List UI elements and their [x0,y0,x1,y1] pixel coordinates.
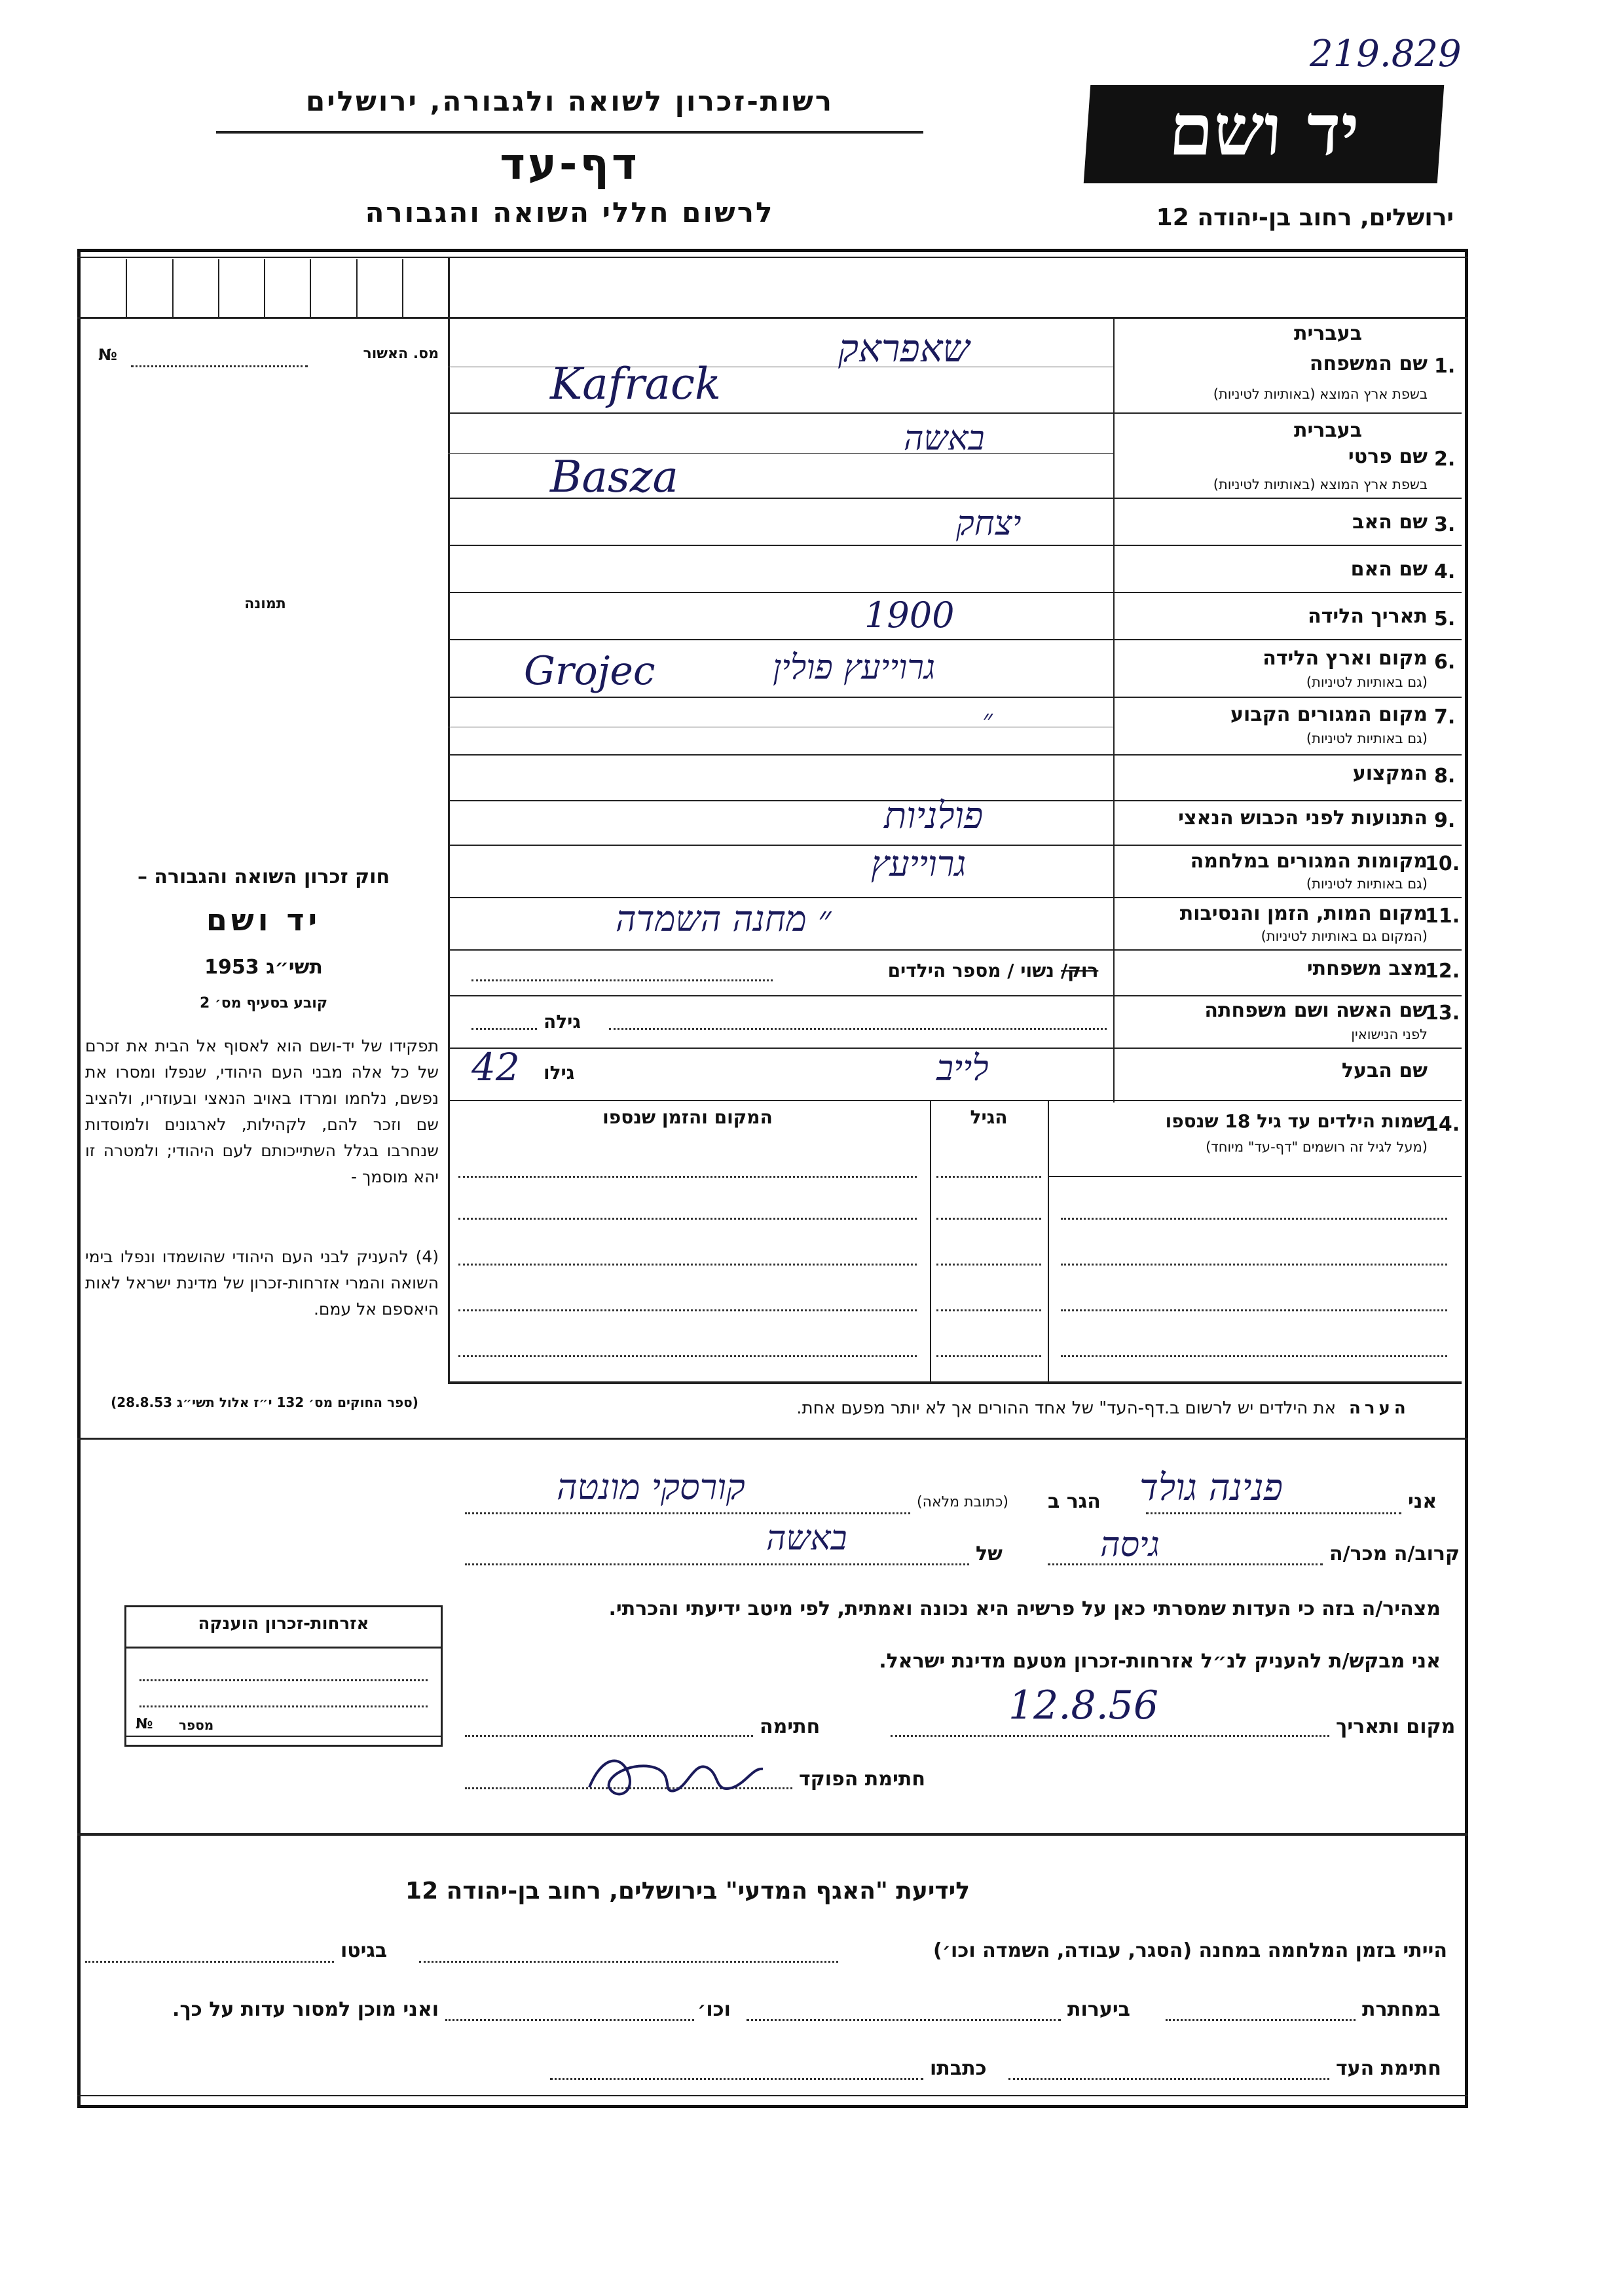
field-1-sub: בשפת ארץ המוצא (באותיות לטיניות) [1213,386,1428,402]
place-date-label: מקום ותאריך [1336,1715,1456,1738]
field-10-sub: (גם באותיות לטיניות) [1306,876,1428,892]
law-clause: קובע בסעיף מס׳ 2 [199,995,328,1011]
field-10-value: גרוייעץ [871,843,967,884]
note-text: את הילדים יש לרשום ב.דף-העד" של אחד ההורים אך לא יותר מפעם אחת. [796,1398,1336,1418]
field-11-label: מקום המות, הזמן והנסיבות [1179,902,1428,925]
bottom-line3-a: חתימת העד [1336,2057,1441,2080]
of-value: באשה [766,1519,847,1558]
frame-inner-top [77,257,1468,258]
bottom-line2-c: וכו׳ [697,1998,731,2021]
field-14-label: שמות הילדים עד גיל 18 שנספו [1165,1110,1428,1132]
citizenship-box [124,1605,443,1747]
field-2-number: 2. [1434,448,1456,471]
field-7-label: מקום המגורים הקבוע [1230,703,1428,726]
date-value: 12.8.56 [1008,1683,1159,1728]
field-7-sub: (גם באותיות לטיניות) [1306,731,1428,746]
address: ירושלים, רחוב בן-יהודה 12 [1156,204,1454,231]
signature-label: חתימה [760,1715,821,1738]
law-text-2: (4) להעניק לבני העם היהודי שהושמדו ונפלו בימי השואה והמרי אזרחות-זכרון של מדינת ישראל לאות היאספם אל עמם. [85,1247,439,1319]
field-12-options: נשוי / מספר הילדים [887,960,1054,981]
field-8-number: 8. [1434,765,1456,788]
field-6-label: מקום וארץ הלידה [1263,647,1428,670]
bottom-line1-a: הייתי בזמן המלחמה במחנה (הסגר, עבודה, השמדה וכו׳) [933,1939,1447,1962]
field-6-sub: (גם באותיות לטיניות) [1306,674,1428,690]
field-14-number: 14. [1425,1113,1460,1136]
bottom-line2-d: ואני מוכן למסור עדות על כך. [172,1998,439,2021]
bottom-title: לידיעת "האגף המדעי" בירושלים, רחוב בן-יהודה 12 [405,1878,970,1904]
field-9-value: פולניות [884,795,984,837]
field-11-sub: (המקום גם באותיות לטיניות) [1261,928,1428,944]
left-column-divider [448,257,450,1383]
law-title: חוק זכרון השואה והגבורה – [137,866,390,888]
field-7-value: ״ [982,703,993,735]
field-3-label: שם האב [1352,511,1428,534]
label-column-divider [1113,317,1115,1102]
field-6-hebrew-value: גרוייעץ פולין [773,648,936,687]
husband-label: שם הבעל [1341,1059,1428,1082]
field-12-number: 12. [1425,960,1460,983]
id-box-bottom [77,317,1468,319]
field-4-label: שם האם [1350,558,1428,581]
archive-number: 219.829 [1310,33,1462,75]
field-3-value: יצחק [956,504,1022,543]
law-source: (ספר החוקים מס׳ 132 י״ז אלול תשי״ג 28.8.53) [111,1394,418,1410]
field-11-value: ״ מחנה השמדה [616,898,832,939]
field-5-number: 5. [1434,608,1456,630]
of-label: של [976,1542,1003,1565]
bottom-line1-b: בגיטו [341,1939,388,1962]
approval-label: מס. האשור [363,346,439,362]
husband-age-label: גילו [544,1062,575,1084]
law-name: יד ושם [206,902,322,938]
form-subtitle: לרשום חללי השואה והגבורה [365,196,775,228]
field-12-label: מצב משפחתי [1306,957,1428,980]
photo-label: תמונה [244,596,286,612]
field-3-number: 3. [1434,513,1456,536]
declaration-ani: אני [1408,1490,1437,1513]
field-6-latin-value: Grojec [524,648,655,694]
field-12-struck: רוק/ [1061,960,1099,981]
logo-text: יד ושם [1166,89,1362,172]
approval-no-sign: № [98,346,117,364]
field-2-label: שם פרטי [1348,445,1428,468]
declaration-address-hint: (כתובת מלאה) [917,1494,1008,1510]
authority-name: רשות-זכרון לשואה ולגבורה, ירושלים [305,85,834,117]
statement-2: אני מבקש/ת להעניק לנ״ל אזרחות-זכרון מטעם מדינת ישראל. [879,1650,1441,1673]
field-1-hebrew-value: שאפראק [838,326,970,371]
field-7-number: 7. [1434,706,1456,729]
field-10-label: מקומות המגורים במלחמה [1190,850,1428,873]
citizenship-no-label: מספר [179,1717,214,1733]
id-box-row [81,259,448,317]
bottom-line2-b: ביערות [1067,1998,1130,2021]
submitter-name: פנינה גולד [1139,1467,1283,1509]
form-title: דף-עד [500,139,640,189]
citizenship-box-title: אזרחות-זכרון הוענקה [198,1614,369,1633]
field-11-number: 11. [1425,905,1460,928]
field-1-hebrew-hint: בעברית [1294,322,1362,345]
field-5-label: תאריך הלידה [1308,605,1428,628]
field-10-number: 10. [1425,852,1460,875]
husband-value: לייב [936,1048,989,1089]
declaration-residing: הגר ב [1048,1490,1101,1513]
field-9-number: 9. [1434,809,1456,832]
citizenship-no-sign: № [136,1716,153,1732]
field-4-number: 4. [1434,560,1456,583]
field-1-latin-value: Kafrack [550,359,721,409]
field-13-number: 13. [1425,1002,1460,1025]
field-13-label: שם האשה ושם משפחתה [1204,999,1428,1022]
yad-vashem-logo [1084,85,1444,183]
field-1-number: 1. [1434,355,1456,378]
law-year: תשי״ג 1953 [204,956,323,979]
field-2-hebrew-hint: בעברית [1294,419,1362,442]
submitter-address: קורסקי מונטה [557,1467,745,1508]
header-rule [216,131,923,134]
field-1-label: שם המשפחה [1309,352,1428,375]
field-2-hebrew-value: באשה [904,419,985,458]
note-label: הערה [1349,1398,1410,1418]
field-2-latin-value: Basza [550,452,678,502]
statement-1: מצהיר/ה בזה כי העדות שמסרתי כאן על פרשיה היא נכונה ואמתית, לפי מיטב ידיעתי והכרתי. [608,1597,1441,1620]
children-col-age: הגיל [970,1106,1008,1128]
children-col-place: המקום והזמן שנספו [602,1106,773,1128]
husband-age-value: 42 [471,1045,520,1089]
bottom-line2-a: במחתרת [1362,1998,1441,2021]
officer-signature-label: חתימת הפוקד [799,1768,925,1791]
field-2-sub: בשפת ארץ המוצא (באותיות לטיניות) [1213,477,1428,492]
field-14-sub: (מעל לגיל זה רושמים "דף-עד" מיוחד) [1206,1139,1428,1155]
relation-value: גיסה [1100,1525,1160,1565]
relation-label: קרוב/ה מכר/ה [1329,1542,1460,1565]
approval-number-line [131,365,308,367]
bottom-line3-b: כתבתו [930,2057,987,2080]
field-9-label: התנועות לפני הכבוש הנאצי [1178,807,1428,829]
field-6-number: 6. [1434,651,1456,674]
field-5-value: 1900 [864,594,955,636]
field-13-age-label: גילה [544,1011,581,1032]
field-8-label: המקצוע [1352,762,1428,785]
field-13-sub: לפני הנישואין [1351,1027,1428,1042]
officer-signature [576,1728,773,1820]
law-text-1: תפקידו של יד-ושם הוא לאסוף אל הבית את זכרם של כל אלה מבני העם היהודי, שנפלו ומסרו את נפשם, נלחמו ומרדו באויב הנאצי ובעוזריו, ולהציב שם וזכר להם, לקהילות, לארגונים ולמוסדות שנחרבו בגלל השתייכותם לעם היהודי; ולמטרה זו יהא מוסמך - [85,1036,439,1186]
frame-inner-bottom [77,2095,1468,2096]
